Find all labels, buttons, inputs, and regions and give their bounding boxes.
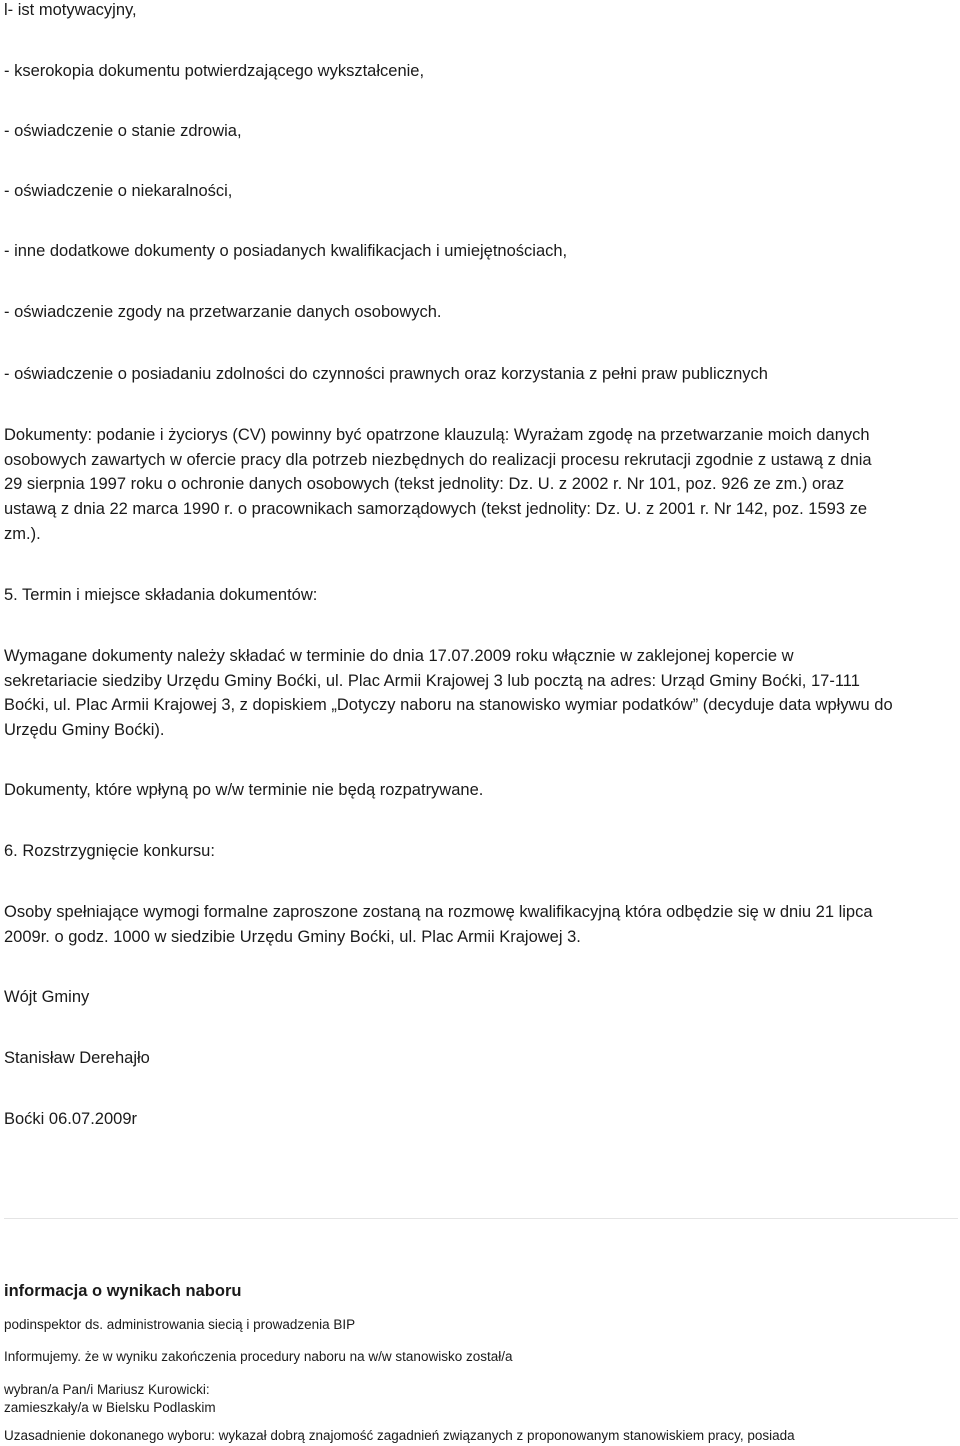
results-inform: Informujemy. że w wyniku zakończenia procedury naboru na w/w stanowisko został/a (4, 1349, 513, 1364)
section5-note: Dokumenty, które wpłyną po w/w terminie nie będą rozpatrywane. (4, 781, 484, 799)
requirement-item: - oświadczenie o stanie zdrowia, (4, 122, 242, 140)
requirement-item: - oświadczenie o niekaralności, (4, 182, 233, 200)
section5-line: Urzędu Gminy Boćki). (4, 721, 165, 739)
signature-name: Stanisław Derehajło (4, 1049, 150, 1067)
signature-title: Wójt Gminy (4, 988, 90, 1006)
requirement-item: - inne dodatkowe dokumenty o posiadanych kwalifikacjach i umiejętnościach, (4, 242, 568, 260)
clause-line: Dokumenty: podanie i życiorys (CV) powinny być opatrzone klauzulą: Wyrażam zgodę na przetwarzanie moich danych (4, 426, 870, 444)
results-justification: Uzasadnienie dokonanego wyboru: wykazał dobrą znajomość zagadnień związanych z proponowanym stanowiskiem pracy, posiada (4, 1428, 795, 1443)
requirement-item: l- ist motywacyjny, (4, 1, 137, 19)
clause-line: zm.). (4, 525, 41, 543)
section-heading: 6. Rozstrzygnięcie konkursu: (4, 842, 215, 860)
requirement-item: - kserokopia dokumentu potwierdzającego wykształcenie, (4, 62, 425, 80)
clause-line: osobowych zawartych w ofercie pracy dla potrzeb niezbędnych do realizacji procesu rekrutacji zgodnie z ustawą z dnia (4, 451, 872, 469)
section5-line: Boćki, ul. Plac Armii Krajowej 3, z dopiskiem „Dotyczy naboru na stanowisko wymiar podatków” (decyduje data wpływu do (4, 696, 893, 714)
section-divider (4, 1218, 958, 1219)
results-position: podinspektor ds. administrowania siecią i prowadzenia BIP (4, 1317, 356, 1332)
results-chosen: wybran/a Pan/i Mariusz Kurowicki: (4, 1382, 210, 1397)
results-heading: informacja o wynikach naboru (4, 1282, 242, 1300)
results-residence: zamieszkały/a w Bielsku Podlaskim (4, 1400, 216, 1415)
section-heading: 5. Termin i miejsce składania dokumentów: (4, 586, 318, 604)
section5-line: Wymagane dokumenty należy składać w terminie do dnia 17.07.2009 roku włącznie w zaklejonej kopercie w (4, 647, 794, 665)
section6-line: 2009r. o godz. 1000 w siedzibie Urzędu Gminy Boćki, ul. Plac Armii Krajowej 3. (4, 928, 581, 946)
section5-line: sekretariacie siedziby Urzędu Gminy Boćki, ul. Plac Armii Krajowej 3 lub pocztą na adres: Urząd Gminy Boćki, 17-111 (4, 672, 860, 690)
clause-line: ustawą z dnia 22 marca 1990 r. o pracownikach samorządowych (tekst jednolity: Dz. U. z 2001 r. Nr 142, poz. 1593 ze (4, 500, 868, 518)
requirement-item: - oświadczenie zgody na przetwarzanie danych osobowych. (4, 303, 442, 321)
section6-line: Osoby spełniające wymogi formalne zaproszone zostaną na rozmowę kwalifikacyjną która odbędzie się w dniu 21 lipca (4, 903, 873, 921)
requirement-item: - oświadczenie o posiadaniu zdolności do czynności prawnych oraz korzystania z pełni praw publicznych (4, 365, 768, 383)
signature-place-date: Boćki 06.07.2009r (4, 1110, 138, 1128)
clause-line: 29 sierpnia 1997 roku o ochronie danych osobowych (tekst jednolity: Dz. U. z 2002 r. Nr 101, poz. 926 ze zm.) oraz (4, 475, 845, 493)
